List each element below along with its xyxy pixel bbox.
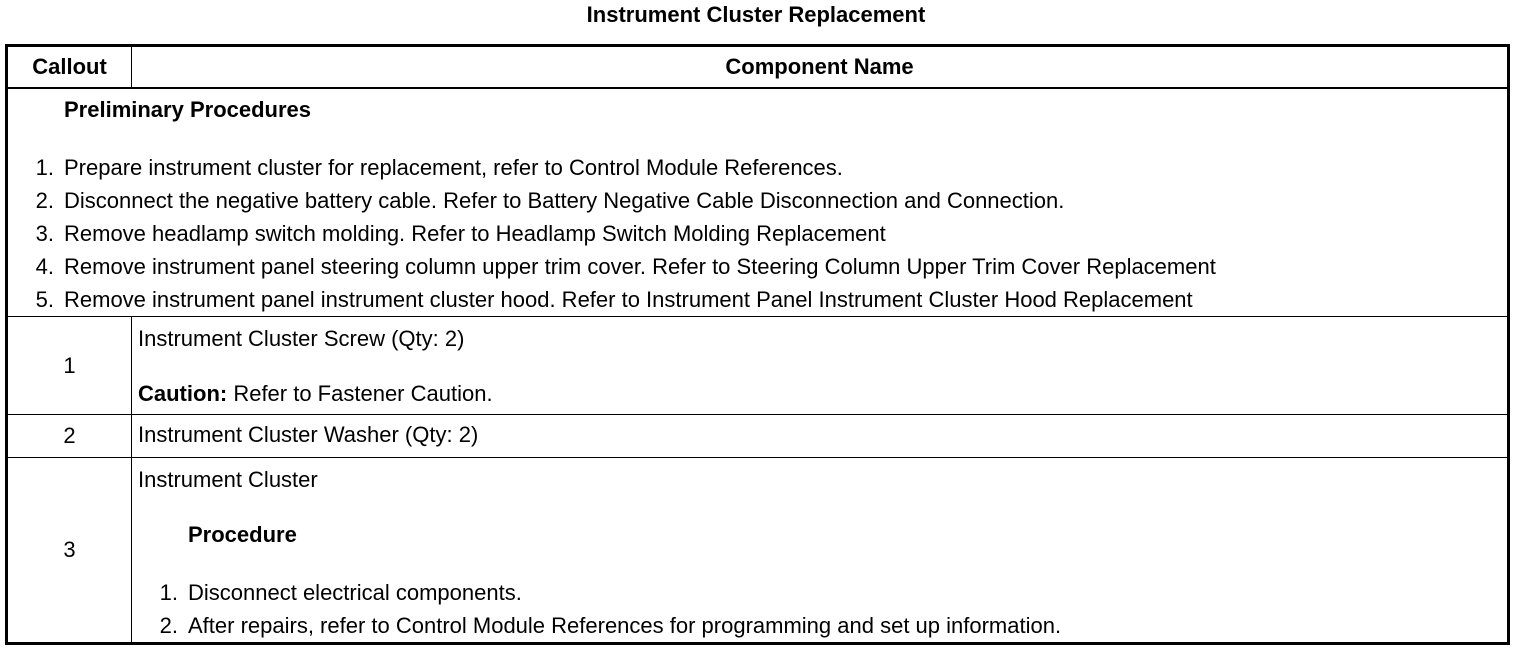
- step-number: 4.: [35, 254, 54, 279]
- page-title: Instrument Cluster Replacement: [586, 2, 926, 27]
- callout-header: Callout: [7, 46, 132, 89]
- caution-text: Refer to Fastener Caution.: [227, 381, 493, 406]
- caution-note: [138, 381, 1507, 407]
- list-item: [8, 250, 1507, 283]
- table-row: [7, 415, 1509, 458]
- component-name: Instrument Cluster Screw (Qty: 2): [138, 326, 465, 351]
- list-item: [138, 609, 1507, 642]
- step-number: 1.: [35, 155, 54, 180]
- callout-cell: 1: [7, 317, 132, 415]
- procedure-steps-list: [138, 576, 1507, 642]
- component-name: Instrument Cluster: [138, 467, 318, 492]
- list-item: [8, 184, 1507, 217]
- table-row: [7, 317, 1509, 415]
- step-text: Remove instrument panel steering column upper trim cover. Refer to Steering Column Upper Trim Cover Replacement: [64, 254, 1216, 279]
- step-text: After repairs, refer to Control Module References for programming and set up information.: [188, 613, 1062, 638]
- step-number: 1.: [159, 580, 178, 605]
- component-name: Instrument Cluster Washer (Qty: 2): [138, 422, 479, 447]
- preliminary-row: [7, 88, 1509, 317]
- component-name-header: Component Name: [132, 46, 1509, 89]
- callout-cell: 2: [7, 415, 132, 458]
- step-number: 3.: [35, 221, 54, 246]
- procedure-heading: Procedure: [188, 522, 297, 547]
- callout-cell: 3: [7, 458, 132, 644]
- list-item: [8, 283, 1507, 316]
- component-cell: [132, 458, 1509, 644]
- list-item: [8, 217, 1507, 250]
- procedure-table: [5, 44, 1510, 645]
- step-number: 5.: [35, 287, 54, 312]
- step-text: Prepare instrument cluster for replacement, refer to Control Module References.: [64, 155, 843, 180]
- step-text: Disconnect the negative battery cable. Refer to Battery Negative Cable Disconnection and Connection.: [64, 188, 1065, 213]
- list-item: [8, 151, 1507, 184]
- table-row: [7, 458, 1509, 644]
- step-text: Remove headlamp switch molding. Refer to Headlamp Switch Molding Replacement: [64, 221, 886, 246]
- header-row: [7, 46, 1509, 89]
- preliminary-steps-list: [8, 151, 1507, 316]
- step-number: 2.: [159, 613, 178, 638]
- step-number: 2.: [35, 188, 54, 213]
- step-text: Remove instrument panel instrument cluster hood. Refer to Instrument Panel Instrument Cluster Hood Replacement: [64, 287, 1193, 312]
- component-cell: [132, 415, 1509, 458]
- step-text: Disconnect electrical components.: [188, 580, 522, 605]
- list-item: [138, 576, 1507, 609]
- component-cell: [132, 317, 1509, 415]
- preliminary-heading: Preliminary Procedures: [64, 97, 312, 122]
- caution-label: Caution:: [138, 381, 228, 406]
- preliminary-cell: [7, 88, 1509, 317]
